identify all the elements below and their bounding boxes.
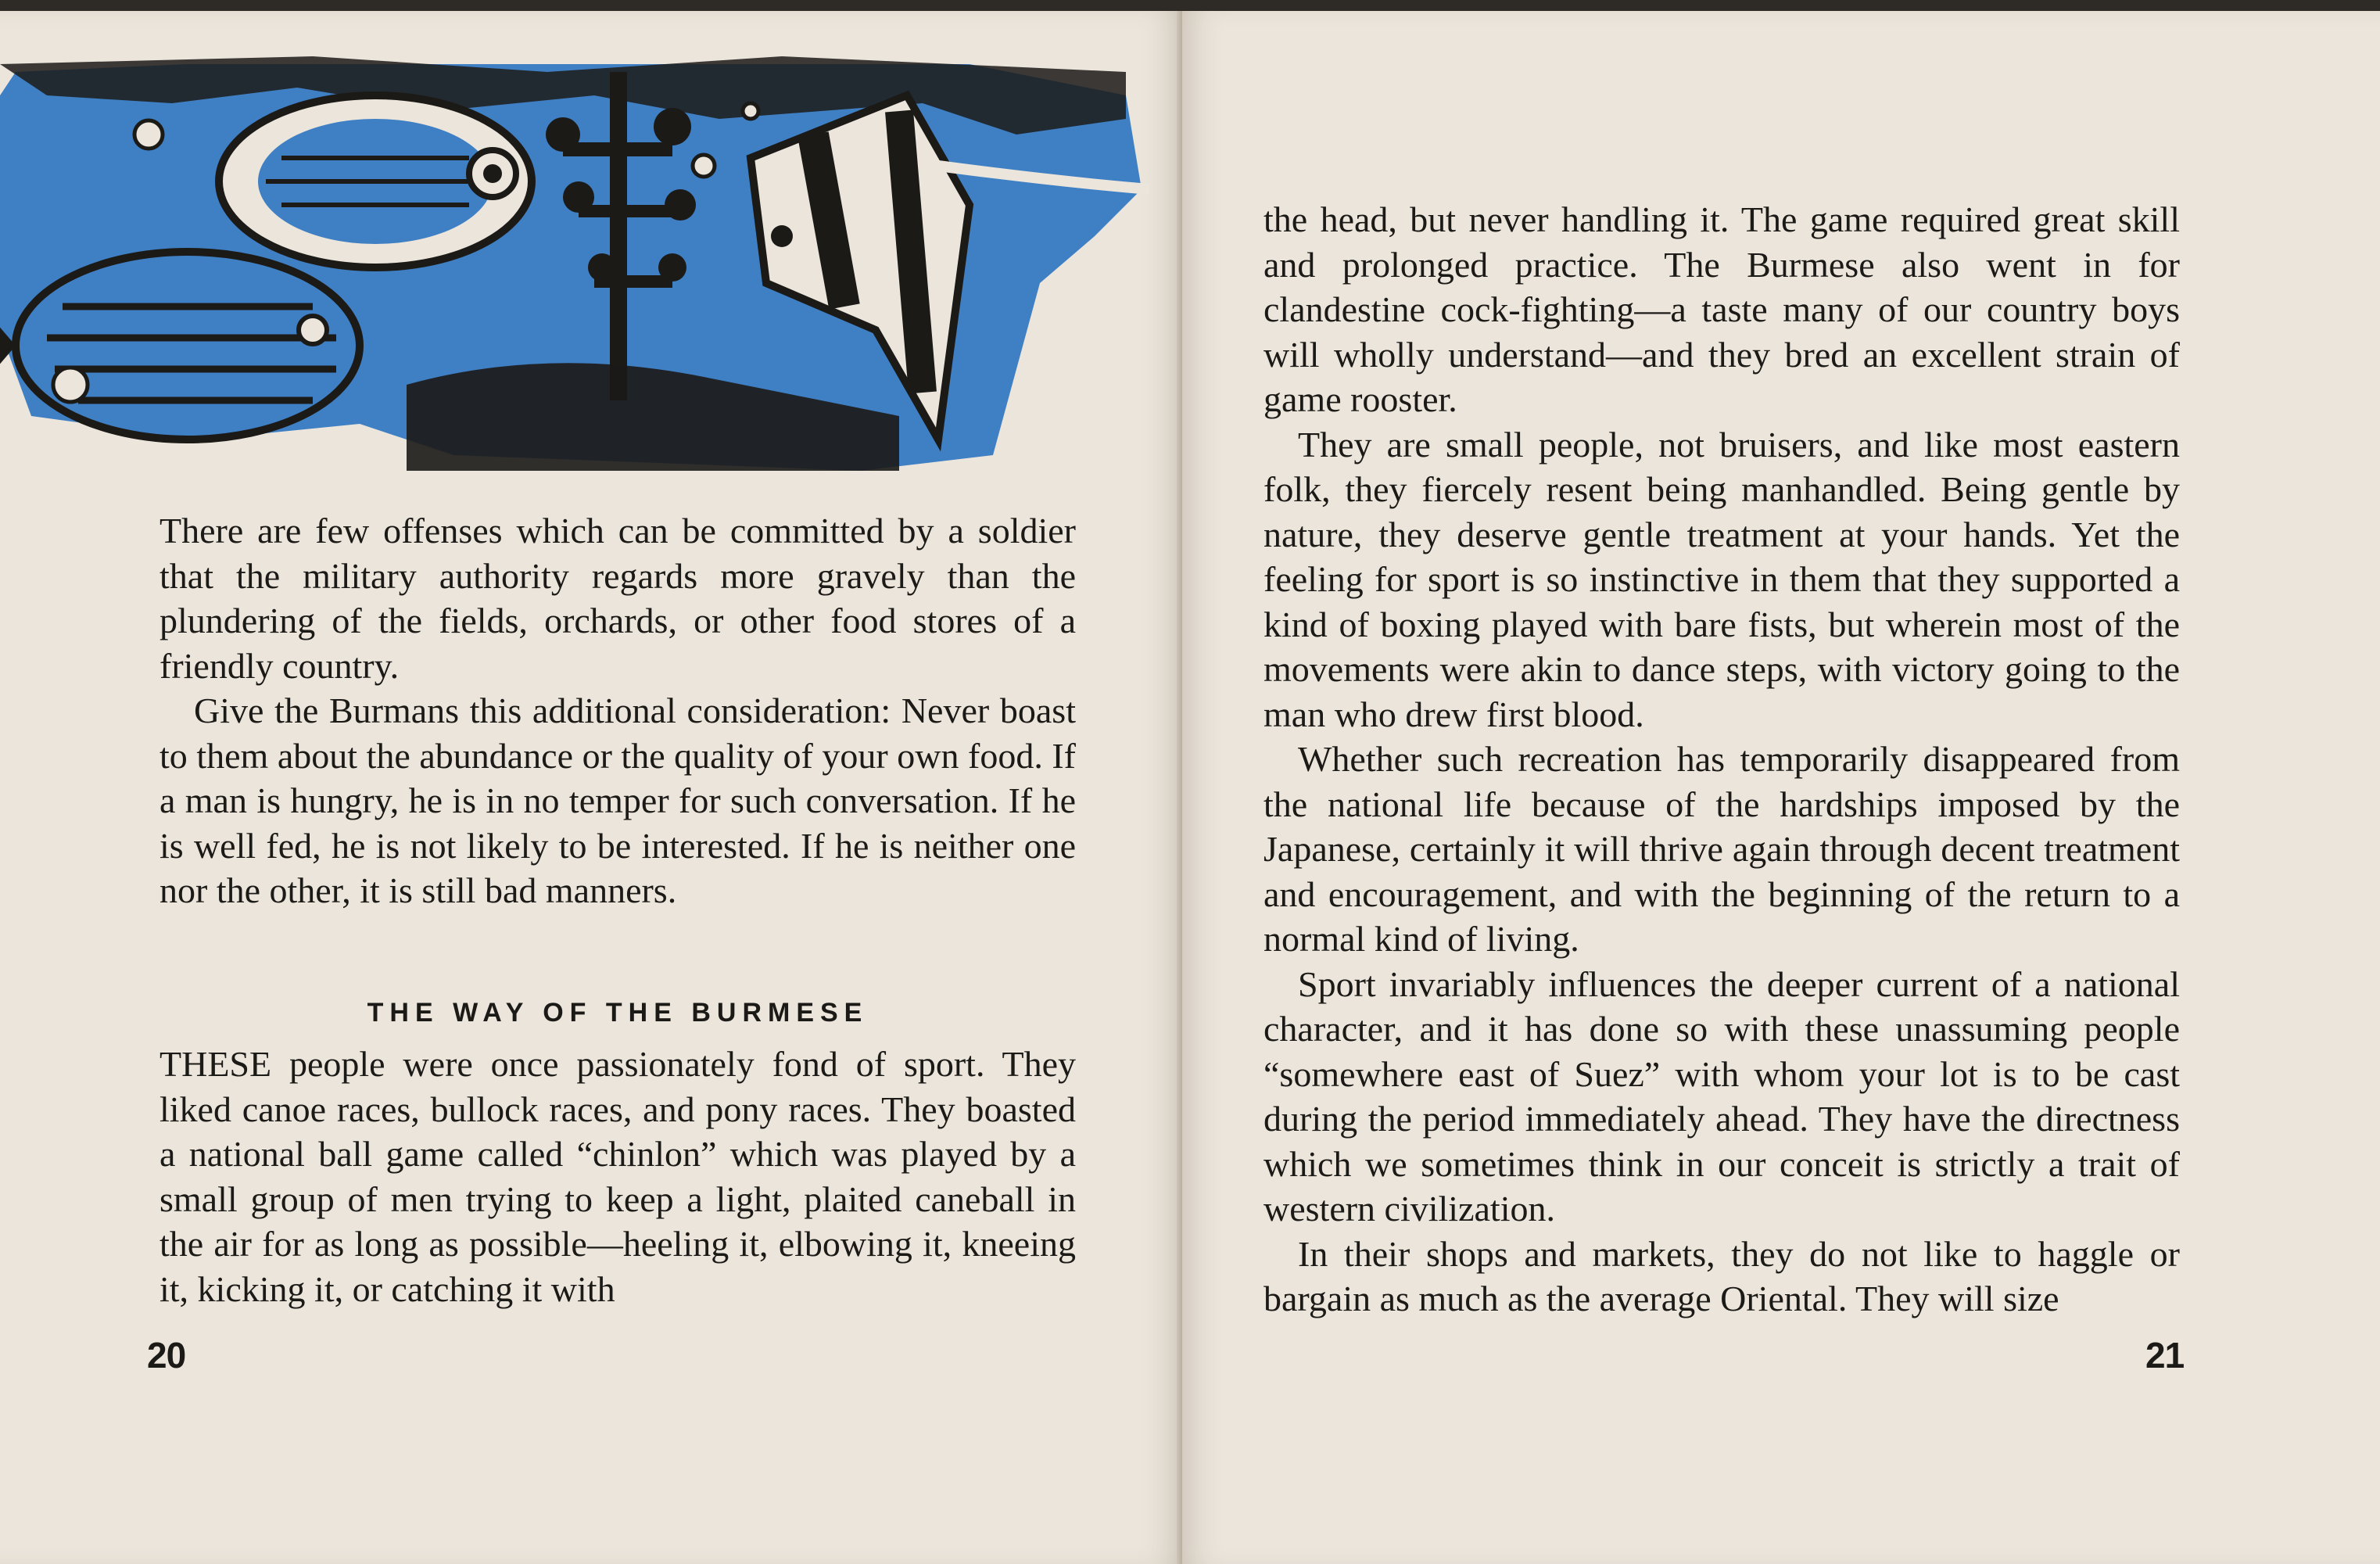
left-paragraph-2: Give the Burmans this additional consideration: Never boast to them about the abundance or the quality of your own food. If a man is hungry, he is in no temper for such conversation. If he is well fed, he is not likely to be interested. If he is neither one nor the other, it is still bad manners. (160, 691, 1076, 910)
right-paragraph-3: Whether such recreation has temporarily disappeared from the national life because of the hardships imposed by the Japanese, certainly it will thrive again through decent treatment and encouragement, and with the beginning of the return to a normal kind of living. (1263, 739, 2180, 959)
right-paragraph-2: They are small people, not bruisers, and like most eastern folk, they fiercely resent being manhandled. Being gentle by nature, they deserve gentle treatment at your hands. Yet the feeling for sport is so instinctive in them that they supported a kind of boxing played with bare fists, but wherein most of the movements were akin to dance steps, with victory going to the man who drew first blood. (1263, 424, 2180, 734)
right-paragraph-5: In their shops and markets, they do not like to haggle or bargain as much as the average Oriental. They will size (1263, 1233, 2180, 1318)
left-page (0, 11, 1182, 1564)
page-number-left: 20 (147, 1335, 186, 1376)
right-page (1182, 11, 2380, 1564)
page-number-right: 21 (2145, 1335, 2185, 1376)
section-heading: THE WAY OF THE BURMESE (367, 998, 869, 1028)
left-body-text (160, 508, 1076, 913)
left-body-text-2 (160, 1042, 1076, 1311)
right-paragraph-4: Sport invariably influences the deeper current of a national character, and it has done so with these unassuming people “somewhere east of Suez” with whom your lot is to be cast during the period immediately ahead. They have the directness which we sometimes think in our conceit is strictly a trait of western civilization. (1263, 963, 2180, 1229)
left-paragraph-1: There are few offenses which can be committed by a soldier that the military authority regards more gravely than the plundering of the fields, orchards, or other food stores of a friendly country. (160, 511, 1076, 686)
right-body-text (1263, 197, 2180, 1322)
tropical-fish-illustration (0, 48, 1157, 471)
left-paragraph-3: THESE people were once passionately fond of sport. They liked canoe races, bullock races, and pony races. They boasted a national ball game called “chinlon” which was played by a small group of men trying to keep a light, plaited caneball in the air for as long as possible—heeling it, elbowing it, kneeing it, kicking it, or catching it with (160, 1044, 1076, 1309)
right-paragraph-1: the head, but never handling it. The game required great skill and prolonged practice. The Burmese also went in for clandestine cock-fighting—a taste many of our country boys will wholly understand—and they bred an excellent strain of game rooster. (1263, 199, 2180, 419)
